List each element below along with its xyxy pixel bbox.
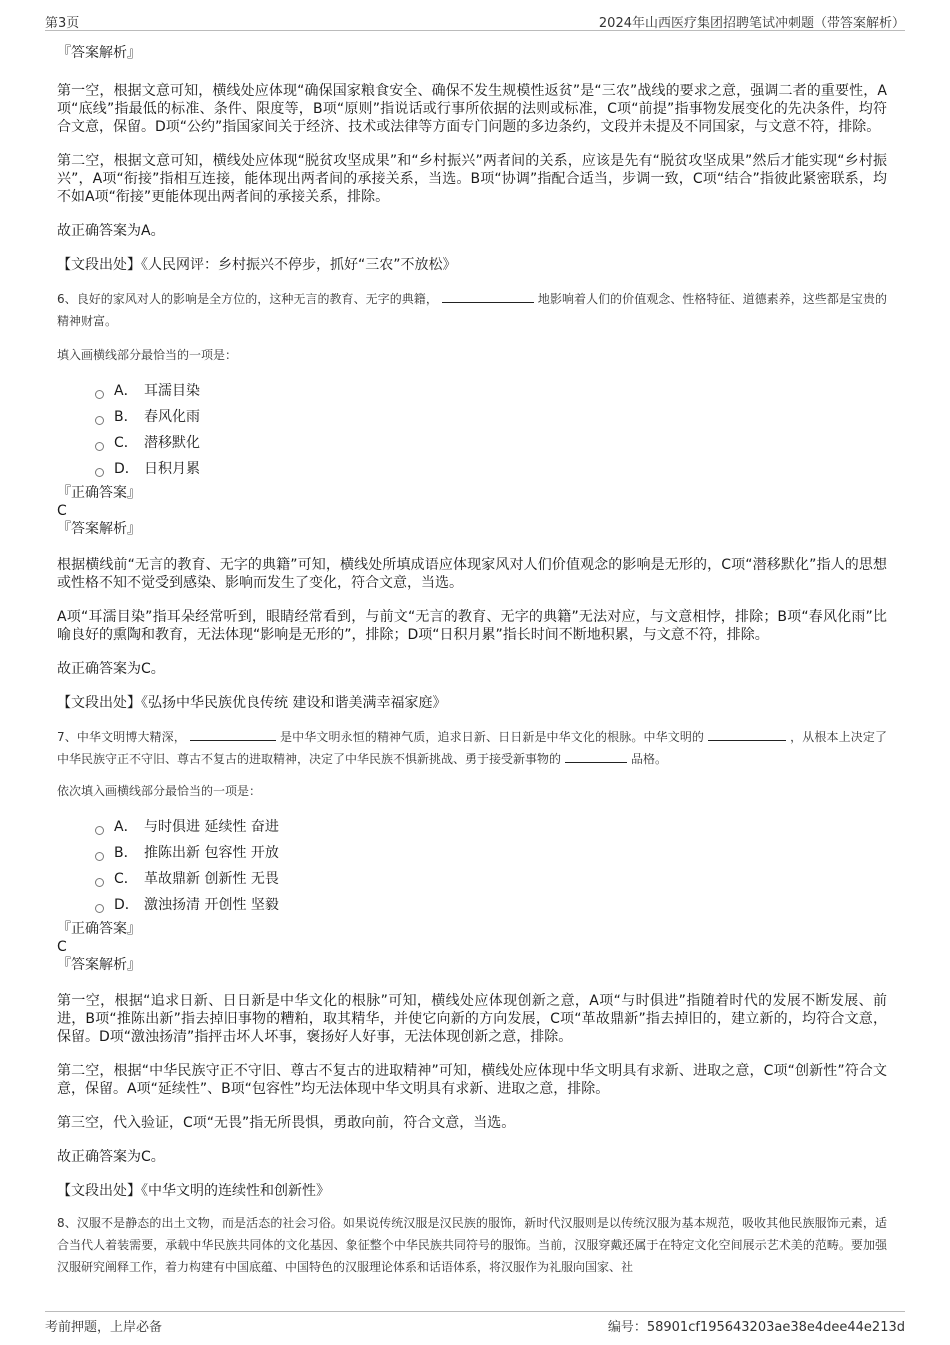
q7-question: 7、中华文明博大精深， 是中华文明永恒的精神气质，追求日新、日日新是中华文化的根脉。中华文明的 ，从根本上决定了中华民族守正不守旧、尊古不复古的进取精神，决定了中华民族不惧新挑战、勇于接受新事物的 品格。 xyxy=(57,730,887,766)
document-id: 编号：58901cf195643203ae38e4dee44e213d xyxy=(607,1320,905,1335)
radio-icon[interactable] xyxy=(95,852,104,861)
radio-icon[interactable] xyxy=(95,826,104,835)
q8-question: 8、汉服不是静态的出土文物，而是活态的社会习俗。如果说传统汉服是汉民族的服饰，新时代汉服则是以传统汉服为基本规范，吸收其他民族服饰元素，适合当代人着装需要，承载中华民族共同体的文化基因、象征整个中华民族共同符号的服饰。当前，汉服穿戴还属于在特定文化空间展示艺术美的范畴。要加强汉服研究阐释工作，着力构建有中国底蕴、中国特色的汉服理论体系和话语体系，将汉服作为礼服向国家、社 xyxy=(57,1216,887,1274)
q6-blank xyxy=(442,290,534,303)
q6-option-c[interactable]: C． 潜移默化 xyxy=(95,430,887,456)
q6-analysis-title: 『答案解析』 xyxy=(57,521,141,537)
radio-icon[interactable] xyxy=(95,416,104,425)
q7-blank-1 xyxy=(190,728,276,741)
q6-analysis-para-3: 故正确答案为C。 xyxy=(57,661,165,677)
q5-analysis-para-3: 故正确答案为A。 xyxy=(57,223,165,239)
document-body xyxy=(57,44,887,1278)
q6-analysis-para-2: A项“耳濡目染”指耳朵经常听到，眼睛经常看到，与前文“无言的教育、无字的典籍”无法对应，与文意相悖，排除；B项“春风化雨”比喻良好的熏陶和教育，无法体现“影响是无形的”，排除；D项“日积月累”指长时间不断地积累，与文意不符，排除。 xyxy=(57,609,887,643)
q6-question xyxy=(57,288,887,332)
footer-slogan: 考前押题，上岸必备 xyxy=(45,1320,163,1335)
q7-analysis-para-1: 第一空，根据“追求日新、日日新是中华文化的根脉”可知，横线处应体现创新之意，A项“与时俱进”指随着时代的发展不断发展、前进，B项“推陈出新”指去掉旧事物的糟粕，取其精华，并使它向新的方向发展，C项“革故鼎新”指去掉旧的，建立新的，均符合文意，保留。D项“激浊扬清”指抨击坏人坏事，褒扬好人好事，无法体现创新之意，排除。 xyxy=(57,993,887,1045)
q7-source: 【文段出处】《中华文明的连续性和创新性》 xyxy=(57,1183,330,1199)
q7-option-c[interactable]: C． 革故鼎新 创新性 无畏 xyxy=(95,866,887,892)
q7-analysis-para-4: 故正确答案为C。 xyxy=(57,1149,165,1165)
page-number: 第3页 xyxy=(45,16,80,31)
q7-option-a[interactable]: A． 与时俱进 延续性 奋进 xyxy=(95,814,887,840)
q7-options xyxy=(95,814,887,918)
q7-analysis-para-3: 第三空，代入验证，C项“无畏”指无所畏惧，勇敢向前，符合文意，当选。 xyxy=(57,1115,516,1131)
q6-answer-title: 『正确答案』 xyxy=(57,485,141,501)
radio-icon[interactable] xyxy=(95,442,104,451)
document-title: 2024年山西医疗集团招聘笔试冲刺题（带答案解析） xyxy=(598,16,905,31)
radio-icon[interactable] xyxy=(95,468,104,477)
q7-answer-title: 『正确答案』 xyxy=(57,921,141,937)
q5-source: 【文段出处】《人民网评：乡村振兴不停步，抓好“三农”不放松》 xyxy=(57,257,457,273)
q7-option-b[interactable]: B． 推陈出新 包容性 开放 xyxy=(95,840,887,866)
q6-prompt: 填入画横线部分最恰当的一项是： xyxy=(57,348,238,362)
radio-icon[interactable] xyxy=(95,390,104,399)
q7-blank-2 xyxy=(708,728,786,741)
q6-text-b: 地影响着人们的价值观念、性格特征、道德素养，这些都是宝贵的精神财富。 xyxy=(57,292,887,328)
q7-blank-3 xyxy=(565,750,627,763)
radio-icon[interactable] xyxy=(95,904,104,913)
q7-option-d[interactable]: D． 激浊扬清 开创性 坚毅 xyxy=(95,892,887,918)
q5-analysis-title: 『答案解析』 xyxy=(57,45,141,61)
q6-analysis-para-1: 根据横线前“无言的教育、无字的典籍”可知，横线处所填成语应体现家风对人们价值观念的影响是无形的，C项“潜移默化”指人的思想或性格不知不觉受到感染、影响而发生了变化，符合文意，当选。 xyxy=(57,557,887,591)
q5-analysis-para-1: 第一空，根据文意可知，横线处应体现“确保国家粮食安全、确保不发生规模性返贫”是“三农”战线的要求之意，强调二者的重要性，A项“底线”指最低的标准、条件、限度等，B项“原则”指说话或行事所依据的法则或标准，C项“前提”指事物发展变化的先决条件，均符合文意，保留。D项“公约”指国家间关于经济、技术或法律等方面专门问题的多边条约，文段并未提及不同国家，与文意不符，排除。 xyxy=(57,83,887,135)
q5-analysis-para-2: 第二空，根据文意可知，横线处应体现“脱贫攻坚成果”和“乡村振兴”两者间的关系，应该是先有“脱贫攻坚成果”然后才能实现“乡村振兴”，A项“衔接”指相互连接，能体现出两者间的承接关系，当选。B项“协调”指配合适当，步调一致，C项“结合”指彼此紧密联系，均不如A项“衔接”更能体现出两者间的承接关系，排除。 xyxy=(57,153,887,205)
radio-icon[interactable] xyxy=(95,878,104,887)
q6-answer: C xyxy=(57,503,67,519)
q7-answer: C xyxy=(57,939,67,955)
q6-option-a[interactable]: A． 耳濡目染 xyxy=(95,378,887,404)
q7-analysis-para-2: 第二空，根据“中华民族守正不守旧、尊古不复古的进取精神”可知，横线处应体现中华文明具有求新、进取之意，C项“创新性”符合文意，保留。A项“延续性”、B项“包容性”均无法体现中华文明具有求新、进取之意，排除。 xyxy=(57,1063,887,1097)
q6-options xyxy=(95,378,887,482)
q7-analysis-title: 『答案解析』 xyxy=(57,957,141,973)
q6-option-d[interactable]: D． 日积月累 xyxy=(95,456,887,482)
q7-prompt: 依次填入画横线部分最恰当的一项是： xyxy=(57,784,262,798)
q6-source: 【文段出处】《弘扬中华民族优良传统 建设和谐美满幸福家庭》 xyxy=(57,695,447,711)
q6-option-b[interactable]: B． 春风化雨 xyxy=(95,404,887,430)
page-header xyxy=(45,10,905,31)
page-footer xyxy=(45,1311,905,1335)
q6-text-a: 6、良好的家风对人的影响是全方位的，这种无言的教育、无字的典籍， xyxy=(57,292,438,306)
